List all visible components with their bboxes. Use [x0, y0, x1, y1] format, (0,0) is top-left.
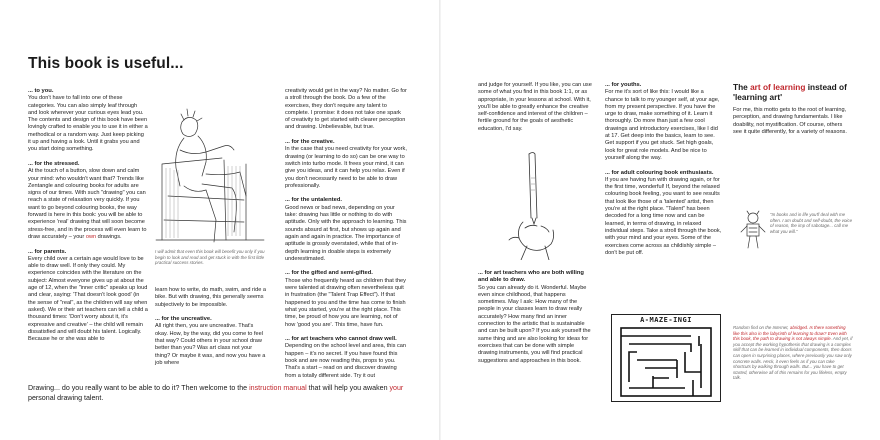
maze-label: A-MAZE-INGI	[640, 316, 692, 324]
paragraph-to-you: You don't have to fall into one of these categories. You can also simply leaf through and look wherever your curious eyes lead you. The contents and design of this book have been lovingly crafted to enable you to use it in either a methodical or a random way. Just keep picking it up and having a look. Until it grabs you and you start doing something.	[28, 95, 148, 153]
page-title: This book is useful...	[28, 55, 184, 72]
paragraph-stressed-text: At the touch of a button, slow down and calm your mind: who wouldn't want that? Trends like Zentangle and colouring books for adults are signs of our times. With such "drawing" you can reach a state of relaxation very quickly. If you want to go beyond colouring books, the way forward is here in this book: you will be able to experience 'real' drawing that will soon become stress-free, and in the process will even learn to draw accurately – your	[28, 168, 147, 240]
paragraph-art-of-learning: For me, this motto gets to the root of learning, perception, and drawing fundamentals. I like doability, not mystification. Of course, others see it quite differently, for a variety of reasons.	[733, 107, 847, 135]
paragraph-stressed-emphasis: own	[85, 233, 97, 240]
sketch-imp-figure	[738, 210, 768, 250]
footer-text-3: personal drawing talent.	[28, 393, 104, 402]
paragraph-gifted: Those who frequently heard as children that they were talented at drawing often nevertheless quit in frustration (the "Talent Trap Effect"). If that happened to you and the time has come to finish what you started, you're at the right place. This time, be proud of how you are learning, not of how 'good you are'. This time, have fun.	[285, 277, 406, 328]
paragraph-parents: Every child over a certain age would love to be able to draw well. If only they could. My experience coincides with the literature on the subject: Almost everyone gives up at about the age of 12, when the "inner critic" speaks up loud and clear, saying: 'That doesn't look good' (in the sense of "real", as the children will say when asked). We or their art teachers can tell a child a thousand times: 'Don't worry about it, it's expressive and creative' – the child will remain dissatisfied and will doubt his talent. Logically. Because he or she was able to	[28, 255, 148, 343]
column-2	[155, 287, 267, 375]
sketch-man-on-bench	[154, 104, 266, 244]
heading-untalented: ... for the untalented.	[285, 197, 343, 204]
maze-image	[611, 314, 721, 402]
column-5	[605, 82, 723, 264]
column-6	[733, 107, 851, 143]
heading-parents: ... for parents.	[28, 248, 67, 255]
paragraph-cont-4: and judge for yourself. If you like, you can use some of what you find in this book 1:1, or as appropriate, in your lessons at school. With it, you'll be able to greatly enhance the creative self-confidence and interest of the children – fertile ground for the goals of aesthetic education, I'd say.	[478, 82, 592, 132]
page-gutter	[439, 0, 441, 440]
maze-caption-text-2: And yet, if you accept the working hypothesis that drawing is a complex skill that can be learned in individual components, then doors can open in surprising places, where previously you saw only concrete walls. Heck, it even feels as if you can take shortcuts by walking through walls. But... you have to get started, otherwise all of this remains for you lifeless, empty talk.	[733, 336, 853, 381]
footer-emphasis-1: instruction manual	[249, 384, 307, 392]
paragraph-untalented: Good news or bad news, depending on your take: drawing has little or nothing to do with aptitude. Only with the approach to learning. This sounds absurd at first, but shows up again and again and again in practice. The importance of aptitude is grossly overstated, while that of in-depth learning in doable steps is extremely underestimated.	[285, 204, 407, 262]
maze-caption	[733, 325, 853, 381]
footer-text-1: Drawing... do you really want to be able to do it? Then welcome to the	[28, 384, 250, 392]
column-1	[28, 88, 148, 351]
heading-stressed: ... for the stressed.	[28, 160, 80, 167]
paragraph-creative: In the case that you need creativity for your work, drawing (or learning to do so) can be one way to switch into turbo mode. It frees your mind, it can give you ideas, and it can help you relax. Even if you don't necessarily need to be able to draw professionally.	[285, 146, 407, 189]
footer-emphasis-2: your	[389, 384, 404, 392]
paragraph-cont-2: learn how to write, do math, swim, and ride a bike. But with drawing, this generally seems subjectively to be impossible.	[155, 287, 266, 308]
column-3	[285, 88, 407, 387]
maze-caption-text-1: Random find on the Internet,	[733, 325, 790, 330]
paragraph-stressed	[28, 168, 148, 241]
footer-text-2: that will help you awaken	[306, 384, 390, 392]
heading-uncreative: ... for the uncreative.	[155, 316, 212, 323]
paragraph-adult: If you are having fun with drawing again, or for the first time, wonderful! If, beyond the relaxed colouring book feeling, you want to see results that look like those of a 'talented' artist, then you're at the right place. "Talent" has been decoded for a long time now and can be learned, in terms of drawing, in relaxed individual steps. Take a stroll through the book, with your mind and your eyes. Some of the exercises come across as childishly simple – don't be put off.	[605, 176, 722, 256]
art-title-emphasis: art of learning	[750, 82, 806, 92]
maze-graphic	[620, 327, 712, 397]
art-title-text-2: instead of 'learning art'	[733, 82, 847, 102]
footer-line	[28, 384, 418, 403]
sketch-caption: I will admit that even this book will benefit you only if you begin to look and read and get stuck in with the first little practical success stories.	[155, 249, 265, 266]
heading-adult: ... for adult colouring book enthusiasts.	[605, 169, 714, 176]
paragraph-willing: So you can already do it. Wonderful. Maybe even since childhood, that happens sometimes. May I ask: How many of the people in your classes learn to draw really accurately? How many find an inner connection to the artistic that is sustainable and can be built upon? If you ask yourself the same thing and are also looking for ideas for exercises that can be done with simple drawing instruments, you will find practical suggestions and approaches in this book.	[478, 284, 591, 364]
maze-caption-emphasis: abridged. Is there something like this also in the labyrinth of learning to draw? Even with this book, the path to drawing is not always simple.	[733, 325, 847, 342]
paragraph-cont-3: creativity would get in the way? No matter. Go for a stroll through the book. Do a few of the exercises, they don't require any talent to complete. I promise: it does not take one spark of creativity to get started with clearer perception and drawing. Unbelievable, but true.	[285, 88, 407, 131]
column-4b	[478, 270, 595, 372]
heading-gifted: ... for the gifted and semi-gifted.	[285, 270, 373, 277]
column-4	[478, 82, 595, 140]
art-of-learning-title	[733, 82, 853, 102]
paragraph-youths: For me it's sort of like this: I would like a chance to talk to my younger self, at your age, from my present perspective. If you have the urge to draw, make something of it. Learn it thoroughly. Do more than just a few cool drawings and introductory exercises, like I did at 17. Get deep into the basics, learn to see. Get support if you get stuck. Set high goals, look for great role models. And be nice to yourself along the way.	[605, 89, 720, 161]
heading-teachers: ... for art teachers who cannot draw well.	[285, 336, 397, 343]
paragraph-stressed-end: drawings.	[96, 233, 122, 240]
heading-to-you: ... to you.	[28, 88, 54, 94]
imp-quote: "In books and in life you'll deal with me often. I am doubt and self-doubt, the voice of reason, the imp of sabotage... call me what you will."	[770, 212, 853, 234]
heading-youths: ... for youths.	[605, 82, 642, 88]
heading-willing: ... for art teachers who are both willing and able to draw.	[478, 270, 584, 284]
sketch-hand-with-pencil	[505, 150, 565, 260]
heading-creative: ... for the creative.	[285, 139, 335, 146]
paragraph-uncreative: All right then, you are uncreative. That's okay. How, by the way, did you come to feel that way? Could others in your school draw better than you? Was art class not your thing? Or maybe it was, and now you have a job where	[155, 323, 266, 366]
paragraph-teachers: Depending on the school level and area, this can happen – it's no secret. If you have found this book and are now reading this, props to you. That's a start – read on and discover drawing from a totally different side. Try it out	[285, 343, 406, 379]
art-title-text-1: The	[733, 82, 751, 92]
